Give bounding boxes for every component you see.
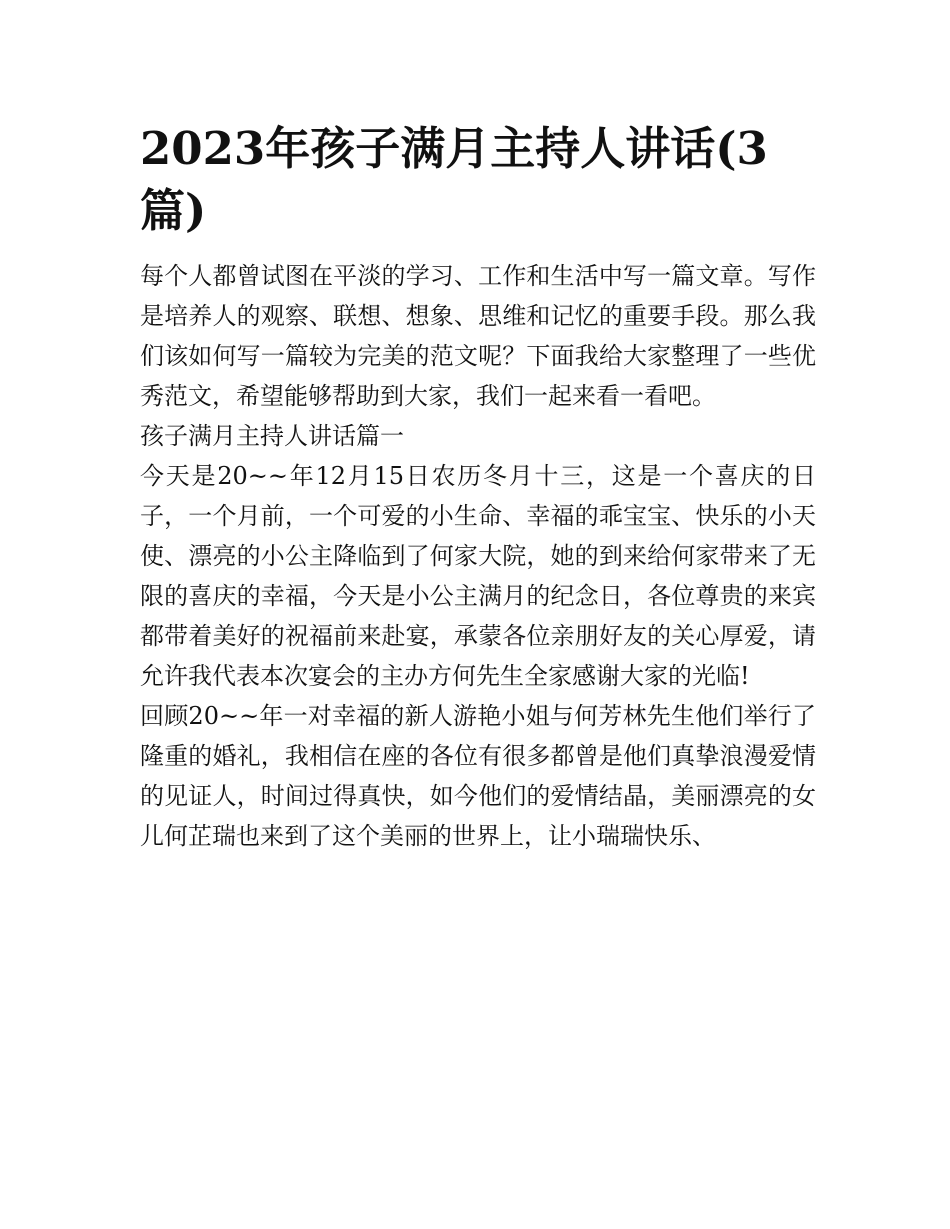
body-paragraph: 回顾20~~年一对幸福的新人游艳小姐与何芳林先生他们举行了隆重的婚礼，我相信在座的各位有很多都曾是他们真挚浪漫爱情的见证人，时间过得真快，如今他们的爱情结晶，美丽漂亮的女儿何芷瑞也来到了这个美丽的世界上，让小瑞瑞快乐、 [140, 702, 816, 850]
section-heading: 孩子满月主持人讲话篇一 [140, 422, 404, 450]
body-paragraph: 今天是20~~年12月15日农历冬月十三，这是一个喜庆的日子，一个月前，一个可爱的小生命、幸福的乖宝宝、快乐的小天使、漂亮的小公主降临到了何家大院，她的到来给何家带来了无限的喜庆的幸福，今天是小公主满月的纪念日，各位尊贵的来宾都带着美好的祝福前来赴宴，承蒙各位亲朋好友的关心厚爱，请允许我代表本次宴会的主办方何先生全家感谢大家的光临! [140, 462, 816, 690]
document-title: 2023年孩子满月主持人讲话(3篇) [140, 122, 768, 237]
document-body [140, 118, 816, 856]
intro-paragraph: 每个人都曾试图在平淡的学习、工作和生活中写一篇文章。写作是培养人的观察、联想、想象、思维和记忆的重要手段。那么我们该如何写一篇较为完美的范文呢？下面我给大家整理了一些优秀范文，希望能够帮助到大家，我们一起来看一看吧。 [140, 262, 816, 410]
